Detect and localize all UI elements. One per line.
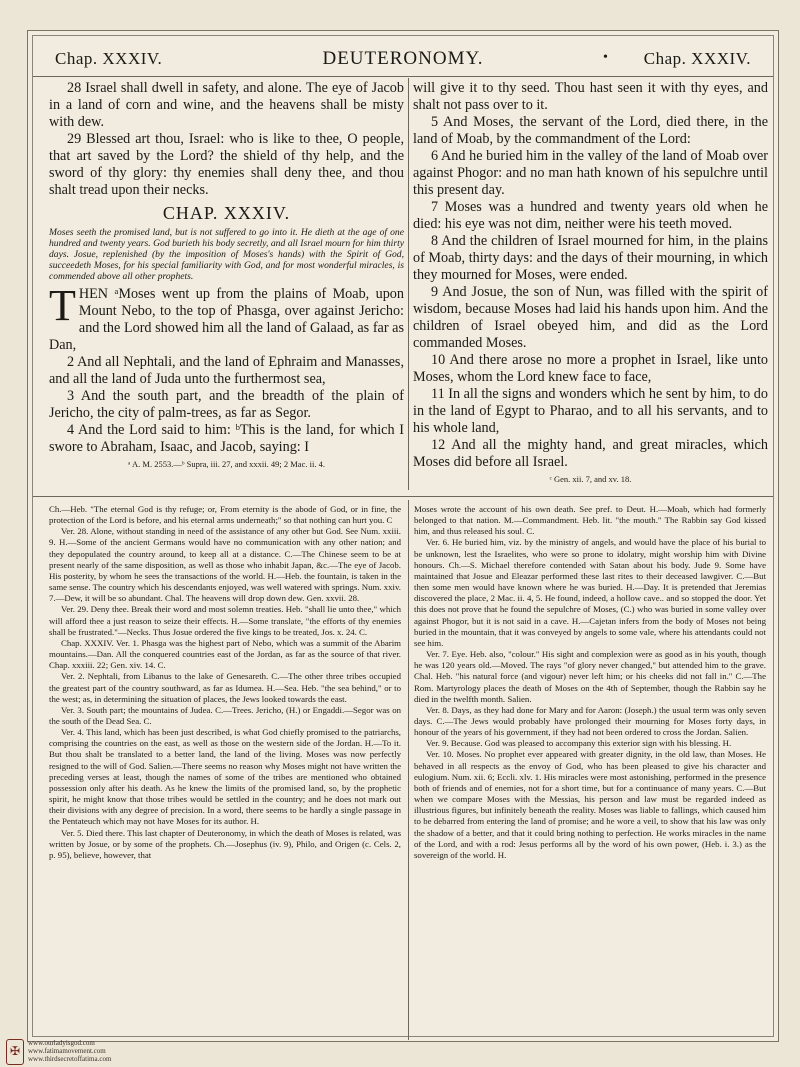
note-paragraph: Ver. 8. Days, as they had done for Mary and for Aaron: (Joseph.) the usual term was only seven days. C.—The Jews would probably have prolonged their mourning for Moses forty days, in honour of the years of his government, if they had not been ordered to cross the Jordan. Salien. xyxy=(414,704,766,738)
watermark-url: www.thirdsecretoffatima.com xyxy=(28,1055,112,1063)
note-paragraph: Ver. 29. Deny thee. Break their word and most solemn treaties. Heb. "shall lie unto thee," which will afford thee a just reason to seize their effects. H.—Some translate, "the efforts of thy enemies shall be frustrated."—Necks. Thus Josue ordered the five kings to be treated, Jos. x. 24. C. xyxy=(49,604,401,637)
verse-7: 7 Moses was a hundred and twenty years old when he died: his eye was not dim, neither were his teeth moved. xyxy=(413,199,768,232)
note-paragraph: Ver. 5. Died there. This last chapter of Deuteronomy, in which the death of Moses is related, was written by Josue, or by some of the prophets. Ch.—Josephus (iv. 9), Philo, and Origen (c. Cels. 2, p. 95), believe, however, that xyxy=(49,827,401,860)
commentary-left xyxy=(49,504,401,1034)
footnote-left: ᵃ A. M. 2553.—ᵇ Supra, iii. 27, and xxxii. 49; 2 Mac. ii. 4. xyxy=(128,459,325,469)
column-divider-bottom xyxy=(408,500,409,1040)
verse-2: 2 And all Nephtali, and the land of Ephraim and Manasses, and all the land of Juda unto the furthermost sea, xyxy=(49,354,404,387)
note-paragraph: Ver. 6. He buried him, viz. by the ministry of angels, and would have the place of his burial to be unknown, lest the Israelites, who were so prone to idolatry, might worship him with Divine honours. Ch.—S. Michael therefore contended with Satan about his body. Jude 9. Some have maintained that Josue and Eleazar performed these last rites to their deceased lawgiver. C.—But then some men would have known where he was buried. H.—Day. It is pretended that Jeremias discovered the place, 2 Mac. ii. 4, 5. He found, indeed, a hollow cave.. and so stopped the door. Yet this does not prove that he found the sepulchre of Moses, (C.) who was buried in some valley over against Phogor, but it is not said in a cave. H.—Cajetan infers from the body of Moses not being buried in the mountain, that it was conveyed by angels to some vale, where his attendants could not see him. xyxy=(414,537,766,648)
text-column-left xyxy=(49,80,404,488)
verse-4-continued: will give it to thy seed. Thou hast seen it with thy eyes, and shalt not pass over to it. xyxy=(413,80,768,113)
note-paragraph: Moses wrote the account of his own death. See pref. to Deut. H.—Moab, which had formerly belonged to that nation. M.—Commandment. Heb. lit. "the mouth." The Rabbin say God kissed him, and thus released his soul. C. xyxy=(414,504,766,537)
verse-3: 3 And the south part, and the breadth of the plain of Jericho, the city of palm-trees, as far as Segor. xyxy=(49,388,404,421)
text-column-right xyxy=(413,80,768,488)
drop-cap: T xyxy=(49,281,76,330)
verse-28: 28 Israel shall dwell in safety, and alone. The eye of Jacob in a land of corn and wine, and the heavens shall be misty with dew. xyxy=(49,80,404,130)
verse-1-text: HEN ᵃMoses went up from the plains of Moab, upon Mount Nebo, to the top of Phasga, over against Jericho: and the Lord showed him all the land of Galaad, as far as Dan, xyxy=(49,286,404,353)
verse-8: 8 And the children of Israel mourned for him, in the plains of Moab, thirty days: and the days of their mourning, in which they mourned for Moses, were ended. xyxy=(413,233,768,283)
page-frame xyxy=(32,35,774,1037)
note-paragraph: Ver. 28. Alone, without standing in need of the assistance of any other but God. See Num. xxiii. 9. H.—Some of the ancient Germans would have no communication with any other nation; and they depopulated the country around, to keep all at a distance. C.—The Chinese seem to be at present nearly of the same disposition, as well as those who inhabit Japan, &c.—The eye of Jacob. His posterity, by whom he sees the transactions of the world. H.—Heb. the fountain, is taken in the same sense. The country which his descendants enjoyed, was well watered with springs. Num. xxiv. 7.—Dew, it will be so abundant. Chal. The heavens will drop down dew. Gen. xxvii. 28. xyxy=(49,526,401,604)
verse-11: 11 In all the signs and wonders which he sent by him, to do in the land of Egypt to Pharao, and to all his servants, and to his whole land, xyxy=(413,386,768,436)
verse-9: 9 And Josue, the son of Nun, was filled with the spirit of wisdom, because Moses had laid his hands upon him. And the children of Israel obeyed him, and did as the Lord commanded Moses. xyxy=(413,284,768,351)
note-paragraph: Ver. 4. This land, which has been just described, is what God chiefly promised to the patriarchs, comprising the countries on the east, as well as those on the western side of the Jordan. H.—To it. But thou shalt be translated to a better land, the land of the living. Moses was now perfectly resigned to the will of God. Salien.—There seems no reason why Moses might not have written the preceding verses at least, though the names of some of the tribes are mentioned who obtained possession only after his death. As he knew the limits of the promised land, so, by the prophetic spirit, he might know that those tribes would be settled in the country; and he does not mark out their divisions with any degree of precision. In a word, there seems to be hardly a single passage in the Pentateuch which may not have Moses for its author. H. xyxy=(49,727,401,827)
verse-1 xyxy=(49,281,404,354)
verse-6: 6 And he buried him in the valley of the land of Moab over against Phogor: and no man hath known of his sepulchre until this present day. xyxy=(413,148,768,198)
header-chapter-right: Chap. XXXIV. xyxy=(643,49,751,68)
crest-icon: ✠ xyxy=(6,1039,24,1065)
column-divider-top xyxy=(408,78,409,490)
bible-page xyxy=(27,30,779,1042)
verse-5: 5 And Moses, the servant of the Lord, died there, in the land of Moab, by the commandment of the Lord: xyxy=(413,114,768,147)
note-paragraph: Ver. 9. Because. God was pleased to accompany this exterior sign with his blessing. H. xyxy=(426,738,732,749)
chapter-summary: Moses seeth the promised land, but is not suffered to go into it. He dieth at the age of one hundred and twenty years. God burieth his body secretly, and all Israel mourn for him thirty days. Josue, replenished (by the imposition of Moses's hands) with the Spirit of God, succeedeth Moses, for his special familiarity with God, and for most wonderful miracles, is commended above all other prophets. xyxy=(49,227,404,282)
running-header xyxy=(33,36,773,77)
commentary-right xyxy=(414,504,766,1034)
commentary-rule xyxy=(33,496,773,497)
note-paragraph: Ch.—Heb. "The eternal God is thy refuge; or, From eternity is the abode of God, or in fine, the protection of the Lord is before, and his eternal arms underneath;" so that nothing can hurt you. C xyxy=(49,504,401,526)
verse-10: 10 And there arose no more a prophet in Israel, like unto Moses, whom the Lord knew face to face, xyxy=(413,352,768,385)
note-paragraph: Ver. 7. Eye. Heb. also, "colour." His sight and complexion were as good as in his youth, though he was 120 years old.—Moved. The rays "of glory never changed," but attended him to the grave. Chal. Heb. "his natural force (and vigour) never left him; or his cheeks did not fall in." C.—The Rom. Martyrology places the death of Moses on the 4th of September, though the Rabbin say he died in the twelfth month. Salien. xyxy=(414,649,766,704)
note-paragraph: Ver. 2. Nephtali, from Libanus to the lake of Genesareth. C.—The other three tribes occupied the greatest part of the country southward, as far as Idumea. H.—Sea. Heb. "the sea behind," or to the west; as, in determining the situation of places, the Jews looked towards the east. xyxy=(49,671,401,704)
note-paragraph: Ver. 10. Moses. No prophet ever appeared with greater dignity, in the old law, than Moses. He behaved in all respects as the envoy of God, who has been pleased to give his character and eulogium. Num. xii. 6; Eccli. xlv. 1. His miracles were most astonishing, performed in the presence both of friends and of enemies, not for a short time, but for a continuance of many years. C.—But when we compare Moses with the Messias, his person and law must be regarded indeed as illustrious figures, but infinitely beneath the reality. Moses was liable to fallings, which caused him to be debarred from entering the land of promise; and he wore a veil, to show that his law was only the shadow of a better, and that it could bring nothing to perfection. He works miracles in the name of the Lord, and with a rod: Jesus performs all by the word of his own power, (Heb. i. 3.) as the sovereign of the world. H. xyxy=(414,749,766,860)
footnote-right: ᶜ Gen. xii. 7, and xv. 18. xyxy=(549,474,632,484)
watermark xyxy=(8,1039,111,1063)
verse-4: 4 And the Lord said to him: ᵇThis is the land, for which I swore to Abraham, Isaac, and Jacob, saying: I xyxy=(49,422,404,455)
watermark-url: www.ourladyisgod.com xyxy=(28,1039,95,1047)
header-chapter-left: Chap. XXXIV. xyxy=(55,49,163,68)
verse-12: 12 And all the mighty hand, and great miracles, which Moses did before all Israel. xyxy=(413,437,768,470)
header-dot: • xyxy=(603,50,608,65)
header-book-title: DEUTERONOMY. xyxy=(322,48,484,69)
watermark-url: www.fatimamovement.com xyxy=(28,1047,106,1055)
note-paragraph: Ver. 3. South part; the mountains of Judea. C.—Trees. Jericho, (H.) or Engaddi.—Segor was on the south of the Dead Sea. C. xyxy=(49,704,401,726)
verse-29: 29 Blessed art thou, Israel: who is like to thee, O people, that art saved by the Lord? the shield of thy help, and the sword of thy glory: thy enemies shall deny thee, and thou shalt tread upon their necks. xyxy=(49,131,404,198)
chapter-title: CHAP. XXXIV. xyxy=(162,203,291,223)
note-paragraph: Chap. XXXIV. Ver. 1. Phasga was the highest part of Nebo, which was a summit of the Abarim mountains.—Dan. All the conquered countries east of the Jordan, as far as the source of that river. Chap. xxxiii. 22; Gen. xiv. 14. C. xyxy=(49,637,401,671)
